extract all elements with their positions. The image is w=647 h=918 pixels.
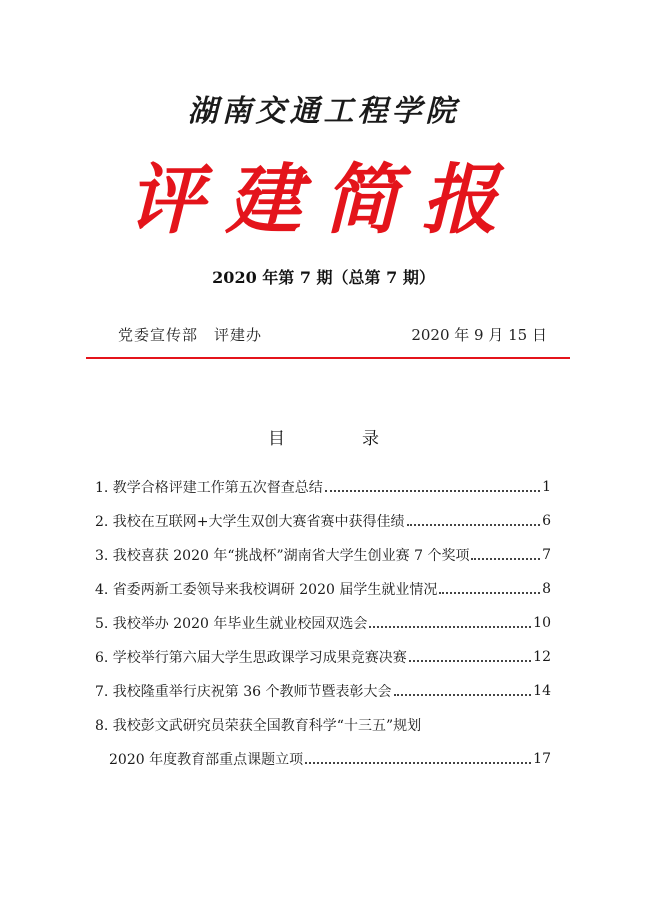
dot-leader (394, 694, 532, 696)
dot-leader (439, 592, 540, 594)
toc-entry-title: 6. 学校举行第六届大学生思政课学习成果竞赛决赛 (95, 650, 407, 666)
institution-name: 湖南交通工程学院 (187, 94, 460, 129)
dot-leader (325, 490, 540, 492)
toc-entry-title: 2020 年度教育部重点课题立项 (109, 752, 304, 768)
dot-leader (471, 558, 540, 560)
toc-title: 目 录 (268, 429, 409, 449)
toc-entry[interactable] (95, 504, 551, 538)
toc-entry-title: 2. 我校在互联网+大学生双创大赛省赛中获得佳绩 (95, 514, 405, 530)
toc-entry-page: 14 (533, 683, 551, 699)
table-of-contents (95, 470, 551, 776)
toc-entry-page: 7 (542, 547, 551, 563)
dot-leader (369, 626, 531, 628)
toc-entry[interactable] (95, 606, 551, 640)
toc-entry[interactable] (95, 674, 551, 708)
masthead-title: 评建简报 (127, 155, 520, 244)
toc-entry-continuation[interactable] (95, 742, 551, 776)
toc-entry-title: 4. 省委两新工委领导来我校调研 2020 届学生就业情况 (95, 582, 438, 598)
toc-entry[interactable] (95, 470, 551, 504)
issuing-departments: 党委宣传部 评建办 (118, 326, 263, 344)
toc-entry[interactable] (95, 640, 551, 674)
toc-entry[interactable] (95, 572, 551, 606)
toc-entry-page: 12 (533, 649, 551, 665)
toc-entry-page: 1 (542, 479, 551, 495)
toc-entry-page: 10 (533, 615, 551, 631)
toc-entry[interactable] (95, 708, 551, 742)
dot-leader (305, 762, 531, 764)
dot-leader (407, 524, 541, 526)
toc-entry-title: 7. 我校隆重举行庆祝第 36 个教师节暨表彰大会 (95, 684, 392, 700)
dot-leader (409, 660, 531, 662)
toc-entry[interactable] (95, 538, 551, 572)
toc-entry-title: 5. 我校举办 2020 年毕业生就业校园双选会 (95, 616, 368, 632)
toc-entry-title: 1. 教学合格评建工作第五次督查总结 (95, 480, 323, 496)
toc-entry-page: 6 (542, 513, 551, 529)
toc-entry-page: 17 (533, 751, 551, 767)
toc-entry-title: 8. 我校彭文武研究员荣获全国教育科学“十三五”规划 (95, 718, 422, 734)
issue-number: 2020 年第 7 期（总第 7 期） (212, 268, 435, 287)
toc-entry-page: 8 (542, 581, 551, 597)
toc-entry-title: 3. 我校喜获 2020 年“挑战杯”湖南省大学生创业赛 7 个奖项 (95, 548, 470, 564)
issue-date: 2020 年 9 月 15 日 (411, 326, 547, 344)
red-divider (86, 357, 570, 359)
